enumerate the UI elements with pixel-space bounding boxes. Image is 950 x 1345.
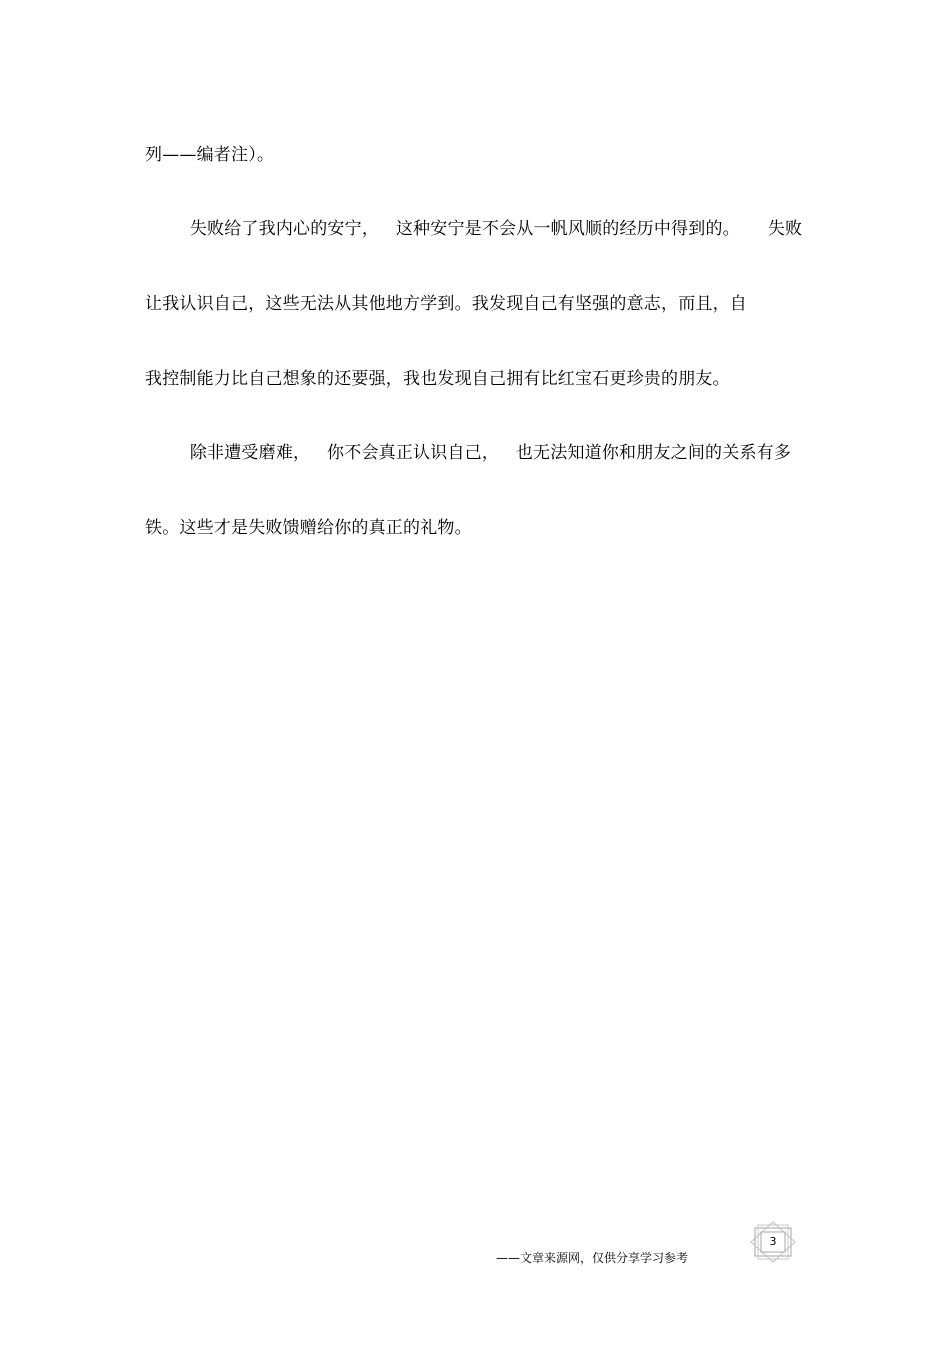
- page-number-badge: [749, 1221, 797, 1263]
- footer-source-note: ——文章来源网，仅供分享学习参考: [496, 1251, 689, 1265]
- body-text-line: 让我认识自己，这些无法从其他地方学到。我发现自己有坚强的意志，而且，自: [145, 294, 747, 314]
- body-text-line: 我控制能力比自己想象的还要强，我也发现自己拥有比红宝石更珍贵的朋友。: [145, 369, 730, 389]
- body-text-line: 铁。这些才是失败馈赠给你的真正的礼物。: [145, 518, 472, 538]
- body-text-line: 失败给了我内心的安宁， 这种安宁是不会从一帆风顺的经历中得到的。 失败: [145, 219, 803, 239]
- body-text-line: 除非遭受磨难， 你不会真正认识自己， 也无法知道你和朋友之间的关系有多: [145, 443, 792, 463]
- body-text-line: 列——编者注）。: [145, 145, 275, 165]
- page-number: 3: [769, 1235, 777, 1248]
